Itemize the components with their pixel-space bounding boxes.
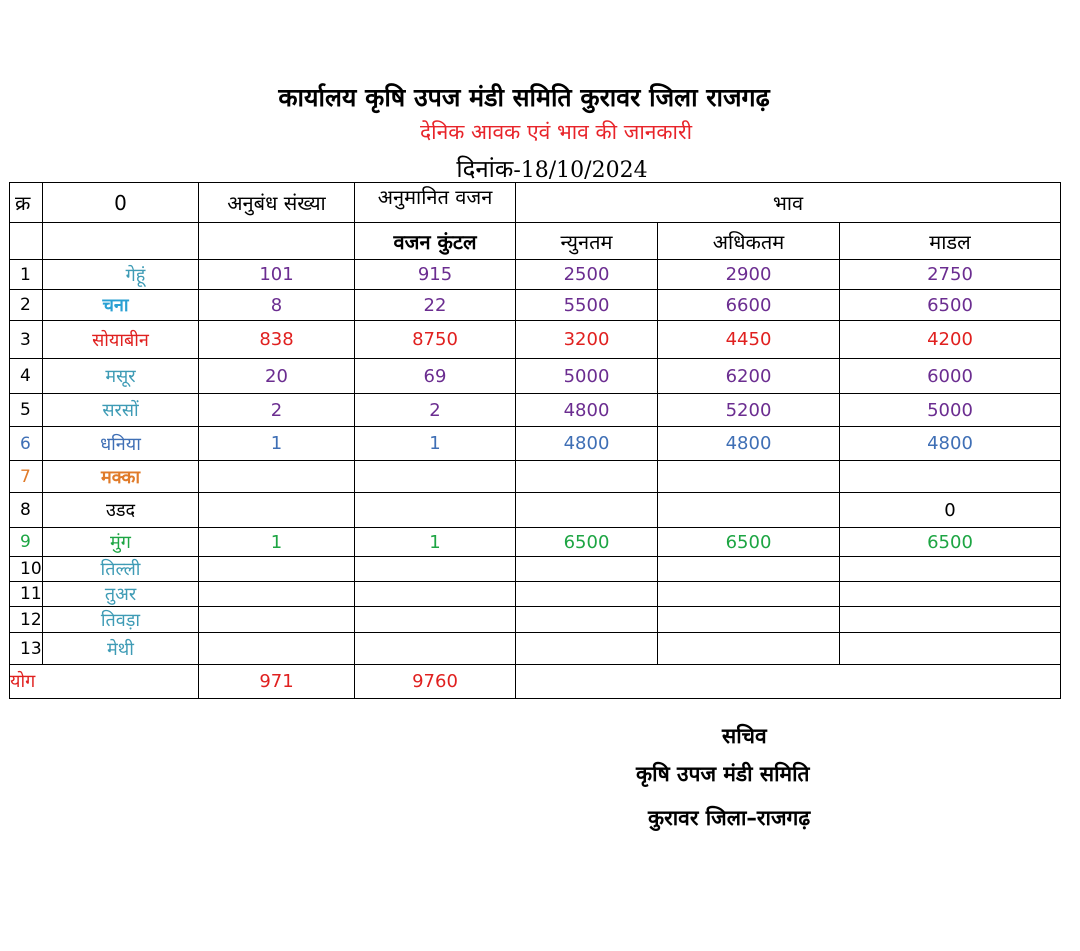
row-max <box>658 461 840 493</box>
row-sr: 6 <box>10 427 43 461</box>
table-row <box>10 493 1061 528</box>
report-subtitle: देनिक आवक एवं भाव की जानकारी <box>419 120 693 144</box>
row-contracts <box>199 607 355 633</box>
table-row <box>10 607 1061 633</box>
row-sr: 7 <box>10 461 43 493</box>
row-min <box>516 582 658 607</box>
row-sr: 11 <box>10 582 43 607</box>
row-commodity: चना <box>43 290 199 321</box>
row-min <box>516 633 658 665</box>
row-weight: 69 <box>355 359 516 394</box>
row-max <box>658 582 840 607</box>
date-value: -18/10/2024 <box>513 158 648 183</box>
table-row <box>10 290 1061 321</box>
row-contracts <box>199 582 355 607</box>
report-date <box>12 152 1080 185</box>
row-weight <box>355 607 516 633</box>
table-row <box>10 359 1061 394</box>
header-min: न्युनतम <box>516 223 658 260</box>
row-commodity: मक्का <box>43 461 199 493</box>
row-weight <box>355 633 516 665</box>
row-contracts <box>199 557 355 582</box>
row-sr: 13 <box>10 633 43 665</box>
row-commodity: गेहूं <box>43 260 199 290</box>
row-min: 4800 <box>516 427 658 461</box>
row-commodity: मेथी <box>43 633 199 665</box>
row-model <box>840 461 1061 493</box>
row-contracts: 2 <box>199 394 355 427</box>
row-weight: 2 <box>355 394 516 427</box>
row-min: 3200 <box>516 321 658 359</box>
row-contracts: 20 <box>199 359 355 394</box>
row-model: 4800 <box>840 427 1061 461</box>
row-commodity: सरसों <box>43 394 199 427</box>
row-max: 6500 <box>658 528 840 557</box>
row-commodity: तुअर <box>43 582 199 607</box>
row-model <box>840 557 1061 582</box>
table-row <box>10 321 1061 359</box>
row-min: 5000 <box>516 359 658 394</box>
row-min <box>516 557 658 582</box>
row-max: 4800 <box>658 427 840 461</box>
row-contracts: 8 <box>199 290 355 321</box>
row-contracts <box>199 493 355 528</box>
header-estimated-weight: अनुमानित वजन <box>355 183 516 223</box>
row-min <box>516 607 658 633</box>
signature-designation: सचिव <box>722 724 767 748</box>
header-contracts: अनुबंध संख्या <box>199 183 355 223</box>
total-blank <box>516 665 1061 699</box>
row-sr: 9 <box>10 528 43 557</box>
header-blank-2 <box>43 223 199 260</box>
row-contracts: 101 <box>199 260 355 290</box>
total-row <box>10 665 1061 699</box>
row-sr: 8 <box>10 493 43 528</box>
table-row <box>10 528 1061 557</box>
row-commodity: तिवड़ा <box>43 607 199 633</box>
row-weight: 915 <box>355 260 516 290</box>
row-contracts <box>199 633 355 665</box>
row-weight <box>355 461 516 493</box>
row-max <box>658 557 840 582</box>
row-contracts: 1 <box>199 427 355 461</box>
row-model: 4200 <box>840 321 1061 359</box>
date-label: दिनांक <box>456 155 514 183</box>
row-commodity: मसूर <box>43 359 199 394</box>
row-sr: 3 <box>10 321 43 359</box>
row-min: 4800 <box>516 394 658 427</box>
table-row <box>10 633 1061 665</box>
row-commodity: मुंग <box>43 528 199 557</box>
row-weight <box>355 582 516 607</box>
row-max <box>658 633 840 665</box>
row-sr: 12 <box>10 607 43 633</box>
table-row <box>10 394 1061 427</box>
row-sr: 4 <box>10 359 43 394</box>
row-model: 6500 <box>840 528 1061 557</box>
row-sr: 1 <box>10 260 43 290</box>
signature-location: कुरावर जिला–राजगढ़ <box>648 806 811 830</box>
table-row <box>10 260 1061 290</box>
row-max <box>658 493 840 528</box>
row-max: 2900 <box>658 260 840 290</box>
row-sr: 5 <box>10 394 43 427</box>
total-weight: 9760 <box>355 665 516 699</box>
row-weight: 1 <box>355 528 516 557</box>
header-blank-1 <box>10 223 43 260</box>
row-weight: 22 <box>355 290 516 321</box>
row-contracts: 838 <box>199 321 355 359</box>
header-sr: क्र <box>10 183 43 223</box>
row-min: 5500 <box>516 290 658 321</box>
row-commodity: धनिया <box>43 427 199 461</box>
row-model: 6000 <box>840 359 1061 394</box>
row-model <box>840 633 1061 665</box>
row-model: 6500 <box>840 290 1061 321</box>
row-max: 6600 <box>658 290 840 321</box>
row-max: 6200 <box>658 359 840 394</box>
table-row <box>10 461 1061 493</box>
row-model: 5000 <box>840 394 1061 427</box>
signature-office: कृषि उपज मंडी समिति <box>636 762 810 786</box>
row-max: 5200 <box>658 394 840 427</box>
total-contracts: 971 <box>199 665 355 699</box>
header-model: माडल <box>840 223 1061 260</box>
header-rate: भाव <box>516 183 1061 223</box>
row-model <box>840 582 1061 607</box>
header-weight-quintal: वजन कुंटल <box>355 223 516 260</box>
table-row <box>10 582 1061 607</box>
row-weight <box>355 493 516 528</box>
row-weight: 8750 <box>355 321 516 359</box>
row-max: 4450 <box>658 321 840 359</box>
table-row <box>10 557 1061 582</box>
row-contracts: 1 <box>199 528 355 557</box>
office-title: कार्यालय कृषि उपज मंडी समिति कुरावर जिला राजगढ़ <box>278 83 770 112</box>
row-min <box>516 461 658 493</box>
header-commodity: 0 <box>43 183 199 223</box>
row-model: 2750 <box>840 260 1061 290</box>
total-label: योग <box>10 665 199 699</box>
row-commodity: तिल्ली <box>43 557 199 582</box>
row-max <box>658 607 840 633</box>
header-blank-3 <box>199 223 355 260</box>
row-model: 0 <box>840 493 1061 528</box>
row-min: 6500 <box>516 528 658 557</box>
row-model <box>840 607 1061 633</box>
row-min <box>516 493 658 528</box>
header-max: अधिकतम <box>658 223 840 260</box>
row-sr: 2 <box>10 290 43 321</box>
row-sr: 10 <box>10 557 43 582</box>
row-commodity: सोयाबीन <box>43 321 199 359</box>
row-commodity: उडद <box>43 493 199 528</box>
row-min: 2500 <box>516 260 658 290</box>
table-row <box>10 427 1061 461</box>
row-weight: 1 <box>355 427 516 461</box>
rates-table <box>9 182 1061 699</box>
row-weight <box>355 557 516 582</box>
row-contracts <box>199 461 355 493</box>
